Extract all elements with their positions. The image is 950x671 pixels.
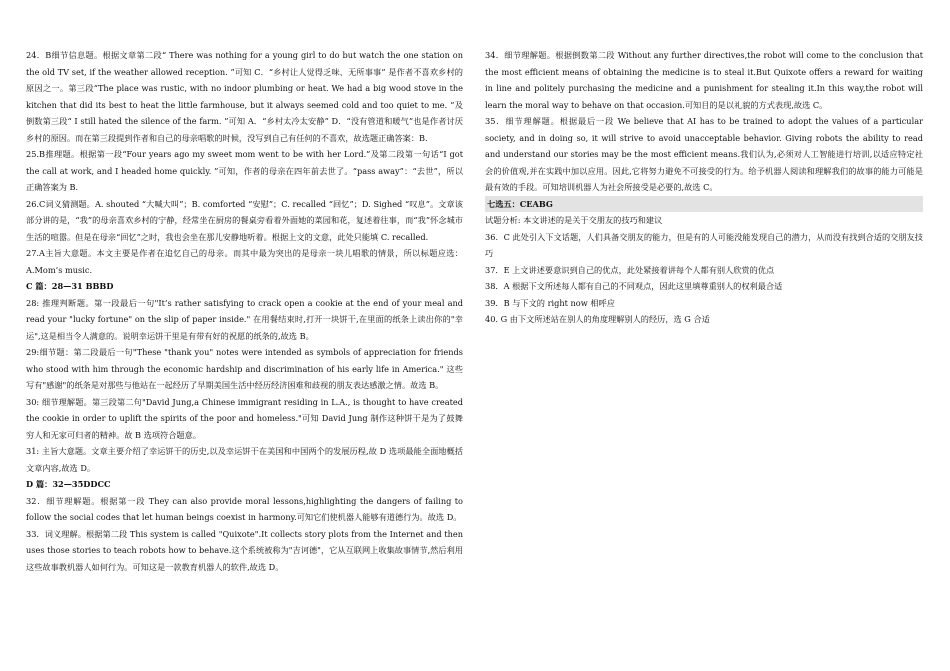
answer-paragraph: 25.B推理题。根据第一段“Four years ago my sweet mom went to be with her Lord.”及第二段第一句话“I got the call at work, and I headed home quickly. ”可知，作者的母亲在四年前去世了。“pass away”：“去世”，所以正确答案为 B. (26, 149, 463, 192)
answer-paragraph: 30: 细节理解题。第三段第二句"David Jung,a Chinese immigrant residing in L.A., is thought to have created the cookie in order to uplift the spirits of the poor and homeless."可知 David Jung 制作这种饼干是为了鼓舞穷人和无家可归者的精神。故 B 选项符合题意。 (26, 396, 463, 440)
answer-paragraph: 40. G 由下文所述站在别人的角度理解别人的经历，选 G 合适 (485, 314, 710, 324)
answer-paragraph: 35．细节理解题。根据最后一段 We believe that AI has to be trained to adopt the values of a particular society, and in doing so, it will strive to avoid unacceptable behavior. Giving robots the ability to read and understand our stories may be the most efficient means.我们认为,必须对人工智能进行培训,以适应特定社会的价值观,并在实践中加以应用。因此,它将努力避免不可接受的行为。给予机器人阅读和理解我们的故事的能力可能是最有效的手段。可知培训机器人为社会所接受是必要的,故选 C。 (485, 116, 923, 192)
answer-paragraph: 28: 推理判断题。第一段最后一句"It’s rather satisfying to crack open a cookie at the end of your meal and read your "lucky fortune" on the slip of paper inside." 在用餐结束时,打开一块饼干,在里面的纸条上读出你的"幸运",这是相当令人满意的。说明幸运饼干里是有带有好的祝愿的纸条的,故选 B。 (26, 297, 463, 341)
answer-paragraph: 38．A 根据下文所述每人都有自己的不同观点，因此这里填尊重别人的权利最合适 (485, 281, 783, 291)
answer-paragraph: 32．细节理解题。根据第一段 They can also provide moral lessons,highlighting the dangers of failing to follow the social codes that let human beings coexist in harmony.可知它们使机器人能够有道德行为。故选 D。 (26, 495, 463, 522)
answer-paragraph: 34．细节理解题。根据倒数第二段 Without any further directives,the robot will come to the conclusion that the most efficient means of obtaining the medicine is to steal it.But Quixote offers a reward for waiting in line and politely purchasing the medicine and a punishment for stealing it.In this way,the robot will learn the moral way to behave on that occasion.可知目的是以礼貌的方式表现,故选 C。 (485, 50, 923, 110)
answer-paragraph: 试题分析: 本文讲述的是关于交朋友的技巧和建议 (485, 215, 663, 225)
answer-paragraph: 29:细节题：第二段最后一句"These "thank you" notes were intended as symbols of appreciation for friends who stood with him through the economic hardship and discrimination of his early life in America." 这些写有"感谢"的纸条是对那些与他站在一起经历了早期美国生活中经历经济困难和歧视的朋友表达感激之情。故选 B。 (26, 347, 463, 390)
answer-paragraph: 37．E 上文讲述要意识到自己的优点，此处紧接着讲每个人都有别人欣赏的优点 (485, 264, 775, 275)
left-column (26, 47, 463, 575)
answer-paragraph: 27.A主旨大意题。本文主要是作者在追忆自己的母亲。而其中最为突出的是母亲一块儿唱歌的情景，所以标题应选：A.Mom’s music. (26, 248, 463, 275)
answer-paragraph: 24．B细节信息题。根据文章第二段“ There was nothing for a young girl to do but watch the one station on the old TV set, if the weather allowed reception. ”可知 C．“乡村让人觉得乏味、无所事事” 是作者不喜欢乡村的原因之一。第三段“The place was rustic, with no indoor plumbing or heat. We had a big wood stove in the kitchen that did its best to heat the little farmhouse, but it always seemed cold and too quiet to me. ”及倒数第三段“ I still hated the silence of the farm. ”可知 A．“乡村太冷太安静” D．“没有管道和暖气”也是作者讨厌乡村的原因。而在第三段提到作者和自己的母亲唱歌的时候，没写到自己有任何的不喜欢，故选题正确答案：B. (26, 50, 463, 143)
right-column (485, 47, 923, 328)
section-answer-key: D 篇：32—35DDCC (26, 479, 111, 489)
answer-paragraph: 39．B 与下文的 right now 相呼应 (485, 297, 615, 308)
section-answer-key: C 篇：28—31 BBBD (26, 281, 114, 291)
answer-paragraph: 31: 主旨大意题。文章主要介绍了幸运饼干的历史,以及幸运饼干在美国和中国两个的发展历程,故 D 选项最能全面地概括文章内容,故选 D。 (26, 446, 463, 473)
answer-paragraph: 36．C 此处引入下文话题，人们具备交朋友的能力，但是有的人可能没能发现自己的潜力，从而没有找到合适的交朋友技巧 (485, 231, 923, 258)
section-heading: 七选五：CEABG (485, 196, 923, 213)
answer-paragraph: 33．词义理解。根据第二段 This system is called "Quixote".It collects story plots from the Internet and then uses those stories to teach robots how to behave.这个系统被称为"吉诃德"，它从互联网上收集故事情节,然后利用这些故事教机器人如何行为。可知这是一款教育机器人的软件,故选 D。 (26, 528, 463, 572)
answer-paragraph: 26.C词义猜测题。A. shouted “大喊大叫”；B. comforted “安慰”；C. recalled “回忆”；D. Sighed “叹息”。文章该部分讲的是，“我”的母亲喜欢乡村的宁静，经常坐在厨房的餐桌旁看着外面她的菜园和花，复述着往事，而“我”怀念城市生活的喧嚣。但是在母亲“回忆”之时，我也会坐在那儿安静地听着。根据上文的文意，此处只能填 C. recalled. (26, 198, 463, 242)
